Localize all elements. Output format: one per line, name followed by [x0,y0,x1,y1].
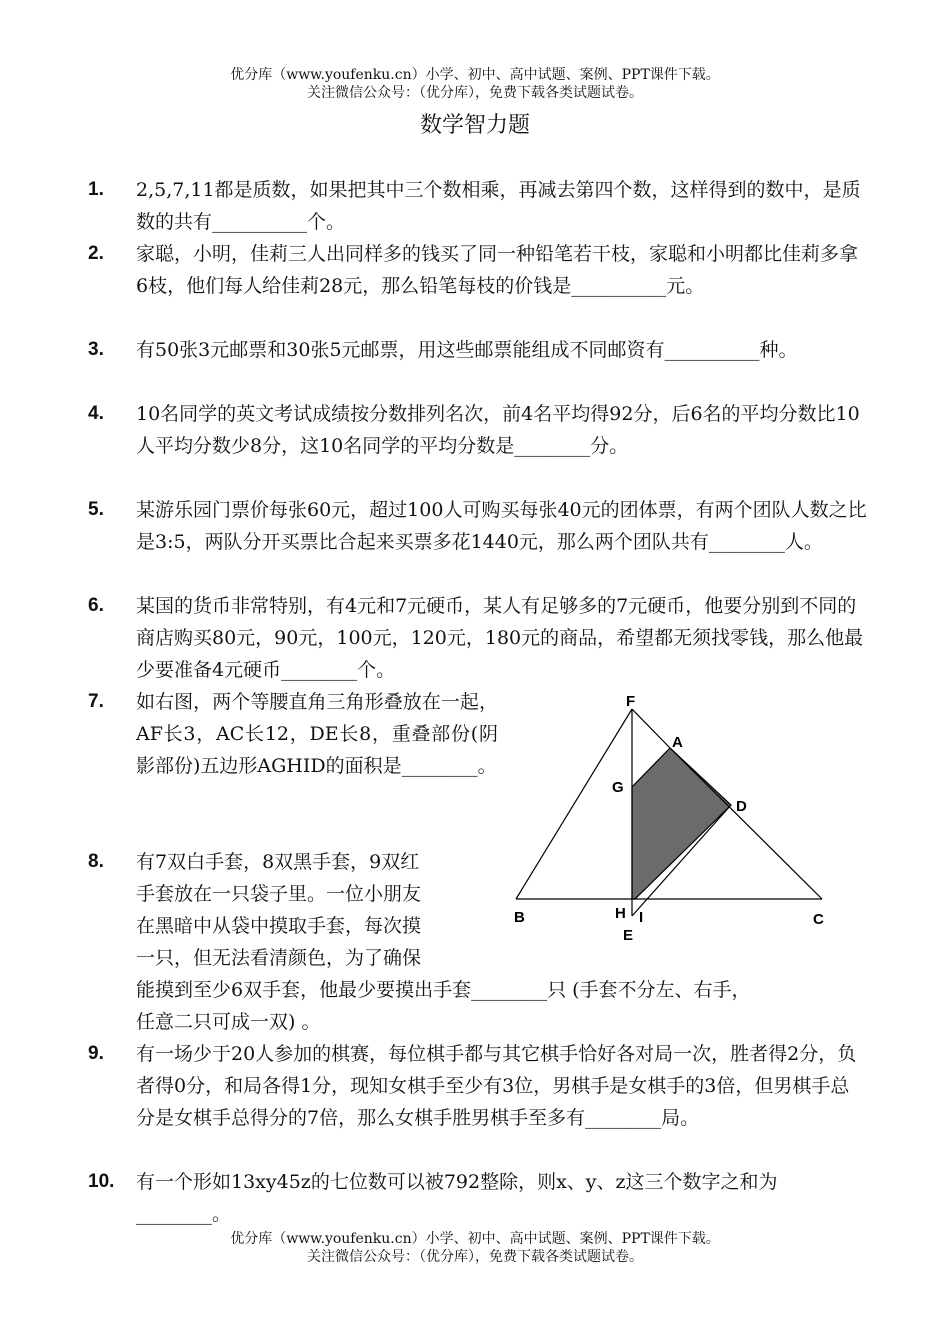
question-text-line: 一只，但无法看清颜色，为了确保 [136,947,422,969]
question-text: 家聪，小明，佳莉三人出同样多的钱买了同一种铅笔若干枝，家聪和小明都比佳莉多拿6枝，他们每人给佳莉28元，那么铅笔每枝的价钱是__________元。 [136,243,859,297]
question-text-line: 任意二只可成一双) 。 [136,1011,321,1033]
question-10 [88,1166,868,1230]
triangle-figure [508,688,838,948]
question-text: 有一个形如13xy45z的七位数可以被792整除，则x、y、z这三个数字之和为________。 [136,1171,778,1225]
question-number: 9. [88,1043,104,1064]
label-g: G [612,779,624,796]
footer-line-1: 优分库（www.youfenku.cn）小学、初中、高中试题、案例、PPT课件下载。 [230,1231,720,1247]
question-number: 6. [88,595,104,616]
question-text: 某国的货币非常特别，有4元和7元硬币，某人有足够多的7元硬币，他要分别到不同的商店购买80元，90元，100元，120元，180元的商品，希望都无须找零钱，那么他最少要准备4元硬币________个。 [136,595,864,681]
question-number: 8. [88,851,104,872]
label-a: A [672,734,683,751]
label-d: D [736,798,747,815]
question-number: 10. [88,1171,115,1192]
question-number: 7. [88,691,104,712]
question-text: 2,5,7,11都是质数，如果把其中三个数相乘，再减去第四个数，这样得到的数中，是质数的共有__________个。 [136,179,861,233]
question-text: 某游乐园门票价每张60元，超过100人可购买每张40元的团体票，有两个团队人数之比是3:5，两队分开买票比合起来买票多花1440元，那么两个团队共有________人。 [136,499,867,553]
question-text-line: 手套放在一只袋子里。一位小朋友 [136,883,422,905]
question-4 [88,398,868,462]
question-6 [88,590,868,686]
footer-line-2: 关注微信公众号：（优分库），免费下载各类试题试卷。 [307,1249,643,1265]
question-number: 5. [88,499,104,520]
shaded-pentagon [632,748,731,899]
question-text-line: 能摸到至少6双手套，他最少要摸出手套________只 (手套不分左、右手， [136,979,751,1001]
page-title: 数学智力题 [419,113,530,138]
label-e: E [623,927,634,944]
question-number: 3. [88,339,104,360]
segment-fa [632,709,670,748]
header-line-2: 关注微信公众号：（优分库），免费下载各类试题试卷。 [307,85,643,101]
label-i: I [639,909,644,926]
question-9 [88,1038,868,1134]
label-b: B [514,909,525,926]
label-f: F [626,693,636,710]
question-7 [88,686,498,782]
question-number: 4. [88,403,104,424]
label-c: C [813,911,824,928]
question-text: 有50张3元邮票和30张5元邮票，用这些邮票能组成不同邮资有__________种。 [136,339,798,361]
question-text: 如右图，两个等腰直角三角形叠放在一起，AF长3，AC长12，DE长8，重叠部份(阴影部份)五边形AGHID的面积是________。 [136,691,498,777]
question-2 [88,238,868,302]
header-line-1: 优分库（www.youfenku.cn）小学、初中、高中试题、案例、PPT课件下载。 [230,67,720,83]
question-number: 1. [88,179,104,200]
question-text: 10名同学的英文考试成绩按分数排列名次，前4名平均得92分，后6名的平均分数比10人平均分数少8分，这10名同学的平均分数是________分。 [136,403,860,457]
question-text-line: 有7双白手套，8双黑手套，9双红 [136,851,420,873]
question-1 [88,174,868,238]
question-text-line: 在黑暗中从袋中摸取手套，每次摸 [136,915,422,937]
question-number: 2. [88,243,104,264]
question-3 [88,334,828,366]
question-text: 有一场少于20人参加的棋赛，每位棋手都与其它棋手恰好各对局一次，胜者得2分，负者得0分，和局各得1分，现知女棋手至少有3位，男棋手是女棋手的3倍，但男棋手总分是女棋手总得分的7倍，那么女棋手胜男棋手至多有________局。 [136,1043,857,1129]
segment-bf [516,709,632,899]
question-5 [88,494,868,558]
label-h: H [615,905,626,922]
